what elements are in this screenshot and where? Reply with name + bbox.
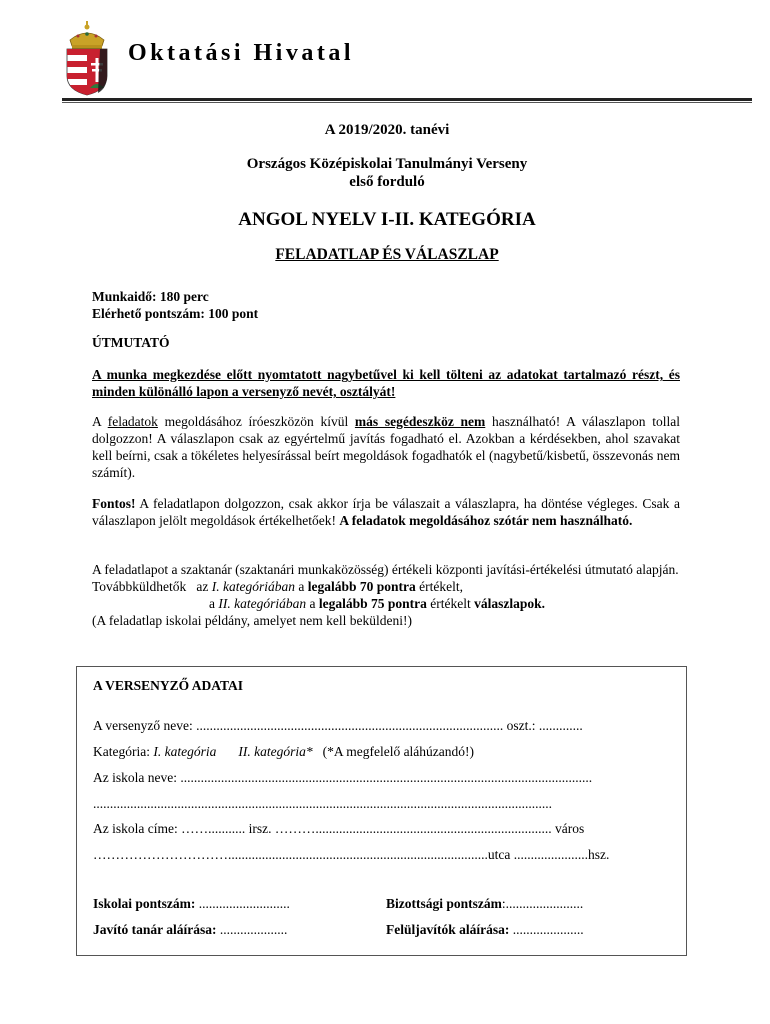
answer-sheets-label: válaszlapok.	[474, 596, 545, 611]
reviewer-signature-field[interactable]	[386, 922, 584, 938]
page-header	[62, 18, 752, 98]
text-span: a	[306, 596, 319, 611]
time-limit: Munkaidő: 180 perc	[92, 289, 209, 304]
hungarian-coat-of-arms-icon	[62, 18, 112, 96]
header-rule-thin	[62, 102, 752, 103]
text-span: a	[209, 596, 219, 611]
sheet-title: FELADATLAP ÉS VÁLASZLAP	[275, 246, 499, 263]
text-span: a	[295, 579, 308, 594]
header-rule	[62, 98, 752, 101]
forwarding-line-2	[92, 595, 680, 612]
text-span: használható! A válaszlapon tollal dolgozzon! A válaszlapon csak az egyértelmű javítás fogadható el. Azokban a kérdésekben, ahol szavakat kell beírni, csak a tökéletes helyesírással beírt megoldások fogadhatók el (nagybetű/kisbetű, összevonás nem számít).	[92, 414, 680, 480]
committee-points-field[interactable]	[386, 896, 583, 912]
evaluation-note: A feladatlapot a szaktanár (szaktanári munkaközösség) értékeli központi javítási-értékelési útmutató alapján.	[92, 562, 679, 577]
max-points: Elérhető pontszám: 100 pont	[92, 306, 259, 321]
category-label: Kategória:	[93, 744, 154, 759]
committee-points-label: Bizottsági pontszám	[386, 896, 502, 911]
organization-title: Oktatási Hivatal	[128, 40, 355, 66]
school-address-field[interactable]: Az iskola címe: ……........... irsz. ………...................................................................... város	[93, 821, 585, 836]
text-span: A	[92, 414, 108, 429]
category-option-i[interactable]: I. kategória	[153, 744, 217, 759]
competition-title-line2: első forduló	[349, 174, 425, 190]
form-heading: A VERSENYZŐ ADATAI	[93, 678, 244, 693]
contestant-name-field[interactable]: A versenyző neve: ........................................................................................... oszt.: .............	[93, 718, 583, 733]
threshold-70: legalább 70 pontra	[307, 579, 416, 594]
text-span: megoldásához íróeszközön kívül	[157, 414, 355, 429]
tasks-underlined: feladatok	[107, 414, 158, 429]
contestant-data-box	[76, 666, 687, 956]
school-points-field[interactable]	[93, 896, 290, 912]
school-points-label: Iskolai pontszám:	[93, 896, 196, 911]
category-i: I. kategóriában	[211, 579, 296, 594]
guide-paragraph-1	[92, 413, 680, 481]
category-field[interactable]	[93, 744, 474, 760]
subject-title: ANGOL NYELV I-II. KATEGÓRIA	[238, 209, 536, 230]
category-note: (*A megfelelő aláhúzandó!)	[322, 744, 475, 759]
forwarding-line-1	[92, 578, 680, 595]
text-span: Továbbküldhetők az	[92, 579, 212, 594]
school-copy-note: (A feladatlap iskolai példány, amelyet nem kell beküldeni!)	[92, 613, 413, 628]
threshold-75: legalább 75 pontra	[318, 596, 427, 611]
guide-paragraph-2	[92, 495, 680, 529]
teacher-signature-blank[interactable]: ....................	[216, 922, 288, 937]
text-span: értékelt	[426, 596, 475, 611]
reviewer-signature-blank[interactable]: .....................	[509, 922, 584, 937]
no-dictionary-note: A feladatok megoldásához szótár nem használható.	[339, 513, 633, 528]
text-span: A feladatlapon dolgozzon, csak akkor írja be válaszait a válaszlapra, ha döntése végleges. Csak a válaszlapon jelölt megoldások értékelhetőek!	[92, 496, 680, 528]
guide-heading: ÚTMUTATÓ	[92, 335, 170, 350]
guide-warning: A munka megkezdése előtt nyomtatott nagybetűvel ki kell tölteni az adatokat tartalmazó részt, és minden különálló lapon a versenyző nevét, osztályát!	[92, 367, 680, 399]
competition-title-line1: Országos Középiskolai Tanulmányi Verseny	[246, 156, 528, 172]
street-field[interactable]: ………………………….............................................................................utca ......................hsz.	[93, 847, 610, 862]
school-name-field[interactable]: Az iskola neve: ..........................................................................................................................	[93, 770, 593, 785]
teacher-signature-label: Javító tanár aláírása:	[93, 922, 217, 937]
category-option-ii[interactable]: II. kategória*	[238, 744, 313, 759]
no-other-tools: más segédeszköz nem	[354, 414, 486, 429]
teacher-signature-field[interactable]	[93, 922, 287, 938]
school-points-blank[interactable]: ...........................	[195, 896, 290, 911]
reviewer-signature-label: Felüljavítók aláírása:	[386, 922, 510, 937]
school-name-continuation[interactable]: ........................................................................................................................................	[93, 796, 552, 811]
important-label: Fontos!	[92, 496, 136, 511]
text-span: értékelt,	[415, 579, 464, 594]
guide-paragraph-3	[92, 561, 680, 629]
school-year: A 2019/2020. tanévi	[324, 122, 450, 138]
competition-title	[92, 155, 682, 191]
category-ii: II. kategóriában	[218, 596, 307, 611]
committee-points-blank[interactable]: :.......................	[501, 896, 584, 911]
exam-info	[92, 288, 680, 322]
